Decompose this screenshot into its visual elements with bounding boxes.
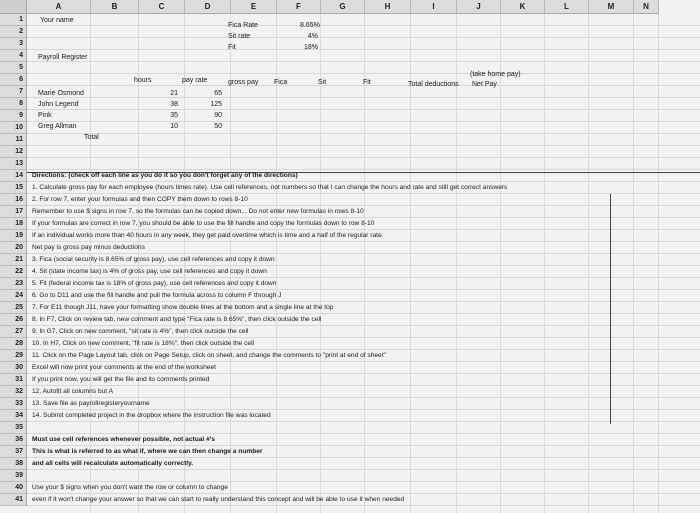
hours-header[interactable]: hours <box>134 77 152 84</box>
directions-line[interactable]: Must use cell references whenever possible, not actual #'s <box>32 436 215 443</box>
grid-row <box>27 98 700 110</box>
directions-line[interactable]: even if it won't change your answer so that we can start to really understand this concept and will be able to use it when needed <box>32 496 405 503</box>
row-header[interactable]: 5 <box>0 62 27 74</box>
row-header[interactable]: 2 <box>0 26 27 38</box>
directions-line[interactable]: This is what is referred to as what if, where we can then change a number <box>32 448 263 455</box>
column-header[interactable]: E <box>231 0 277 14</box>
directions-box-border <box>610 194 611 424</box>
row-header[interactable]: 12 <box>0 146 27 158</box>
sit-rate-label[interactable]: Sit rate <box>228 33 251 40</box>
fit-value[interactable]: 18% <box>303 44 318 51</box>
employee-rate[interactable]: 65 <box>214 90 222 97</box>
employee-hours[interactable]: 38 <box>170 101 178 108</box>
column-header[interactable]: N <box>634 0 659 14</box>
row-header[interactable]: 30 <box>0 362 27 374</box>
directions-line[interactable]: Use your $ signs when you don't want the row or column to change <box>32 484 228 491</box>
employee-name[interactable]: Marie Osmond <box>38 90 84 97</box>
row-header[interactable]: 23 <box>0 278 27 290</box>
grid-row <box>27 146 700 158</box>
employee-hours[interactable]: 10 <box>170 123 178 130</box>
fica-header[interactable]: Fica <box>274 79 288 86</box>
directions-line[interactable]: 3. Fica (social security is 8.65% of gross pay), use cell references and copy it down <box>32 256 275 263</box>
directions-line[interactable]: 4. Sit (state income tax) is 4% of gross pay, use cell references and copy it down <box>32 268 267 275</box>
row-header[interactable]: 10 <box>0 122 27 134</box>
column-header[interactable]: H <box>365 0 411 14</box>
row-header[interactable]: 20 <box>0 242 27 254</box>
directions-line[interactable]: Net pay is gross pay minus deductions <box>32 244 145 251</box>
net-pay-header[interactable]: Net Pay <box>472 81 497 88</box>
directions-line[interactable]: 8. In F7, Click on review tab, new comment and type "Fica rate is 8.65%", then click outside the cell <box>32 316 322 323</box>
grid-row <box>27 470 700 482</box>
row-header[interactable]: 18 <box>0 218 27 230</box>
row-header[interactable]: 8 <box>0 98 27 110</box>
directions-line[interactable]: and all cells will recalculate automatically correctly. <box>32 460 194 467</box>
directions-line[interactable]: Directions: (check off each line as you do it so you don't forget any of the directions) <box>32 172 298 179</box>
your-name-cell[interactable]: Your name <box>40 17 74 24</box>
row-header[interactable]: 16 <box>0 194 27 206</box>
directions-line[interactable]: 12. Autofit all columns but A <box>32 388 114 395</box>
column-header[interactable]: L <box>545 0 589 14</box>
row-header[interactable]: 37 <box>0 446 27 458</box>
employee-rate[interactable]: 90 <box>214 112 222 119</box>
directions-line[interactable]: 7. For E11 though J11, have your formatting show double lines at the bottom and a single line at the top <box>32 304 334 311</box>
row-header[interactable]: 22 <box>0 266 27 278</box>
directions-line[interactable]: 10. In H7, Click on new comment, "fit rate is 18%", then click outside the cell <box>32 340 255 347</box>
row-header[interactable]: 21 <box>0 254 27 266</box>
column-header[interactable]: B <box>91 0 139 14</box>
row-header[interactable]: 24 <box>0 290 27 302</box>
column-header[interactable]: K <box>501 0 545 14</box>
grid-row <box>27 38 700 50</box>
employee-name[interactable]: Pink <box>38 112 52 119</box>
row-header[interactable]: 11 <box>0 134 27 146</box>
row-header[interactable]: 19 <box>0 230 27 242</box>
row-header[interactable]: 28 <box>0 338 27 350</box>
grid-row <box>27 110 700 122</box>
directions-line[interactable]: 14. Submit completed project in the dropbox where the instruction file was located <box>32 412 271 419</box>
row-header[interactable]: 3 <box>0 38 27 50</box>
column-header[interactable]: M <box>589 0 634 14</box>
row-header[interactable]: 27 <box>0 326 27 338</box>
column-header[interactable]: D <box>185 0 231 14</box>
directions-line[interactable]: 5. Fit (federal income tax is 18% of gross pay), use cell references and copy it down <box>32 280 277 287</box>
row-header[interactable]: 34 <box>0 410 27 422</box>
row-header[interactable]: 1 <box>0 14 27 26</box>
row-header[interactable]: 35 <box>0 422 27 434</box>
row-header[interactable]: 9 <box>0 110 27 122</box>
column-header[interactable]: J <box>457 0 501 14</box>
fica-rate-label[interactable]: Fica Rate <box>228 22 258 29</box>
grid-row <box>27 62 700 74</box>
grid-row <box>27 386 700 398</box>
sit-header[interactable]: Sit <box>318 79 327 86</box>
column-header[interactable]: G <box>321 0 365 14</box>
column-header[interactable]: F <box>277 0 321 14</box>
row-header[interactable]: 13 <box>0 158 27 170</box>
directions-line[interactable]: 1. Calculate gross pay for each employee (hours times rate). Use cell references, not numbers so that I can change the hours and rate and still get correct answers <box>32 184 508 191</box>
directions-line[interactable]: If you print now, you will get the file and its comments printed <box>32 376 210 383</box>
row-header[interactable]: 33 <box>0 398 27 410</box>
grid-row <box>27 134 700 146</box>
directions-line[interactable]: 2. For row 7, enter your formulas and then COPY them down to rows 8-10 <box>32 196 248 203</box>
row-header[interactable]: 4 <box>0 50 27 62</box>
directions-line[interactable]: 13. Save file as payrollregisteryourname <box>32 400 150 407</box>
row-header[interactable]: 38 <box>0 458 27 470</box>
column-header[interactable]: I <box>411 0 457 14</box>
fit-label[interactable]: Fit <box>228 44 236 51</box>
row-header[interactable]: 39 <box>0 470 27 482</box>
row-header[interactable]: 17 <box>0 206 27 218</box>
directions-line[interactable]: 11. Click on the Page Layout tab, click on Page Setup, click on sheet, and change the comments to "print at end of sheet" <box>32 352 386 359</box>
total-deductions-header[interactable]: Total deductions <box>408 81 459 88</box>
employee-hours[interactable]: 35 <box>170 112 178 119</box>
sit-rate-value[interactable]: 4% <box>307 33 318 40</box>
column-header[interactable]: A <box>27 0 91 14</box>
directions-line[interactable]: Excel will now print your comments at the end of the worksheet <box>32 364 216 371</box>
employee-name[interactable]: John Legend <box>38 101 79 108</box>
row-header[interactable]: 40 <box>0 482 27 494</box>
row-header[interactable]: 7 <box>0 86 27 98</box>
grid-row <box>27 122 700 134</box>
employee-name[interactable]: Greg Allman <box>38 123 77 130</box>
directions-line[interactable]: 9. In G7, Click on new comment, "sit rate is 4%", then click outside the cell <box>32 328 249 335</box>
row-header[interactable]: 41 <box>0 494 27 506</box>
grid-row <box>27 26 700 38</box>
row-header[interactable]: 29 <box>0 350 27 362</box>
employee-hours[interactable]: 21 <box>170 90 178 97</box>
gross-pay-header[interactable]: gross pay <box>228 79 259 86</box>
employee-rate[interactable]: 50 <box>214 123 222 130</box>
employee-rate[interactable]: 125 <box>210 101 222 108</box>
row-header[interactable]: 6 <box>0 74 27 86</box>
payroll-register-title[interactable]: Payroll Register <box>38 54 88 61</box>
row-header[interactable]: 25 <box>0 302 27 314</box>
directions-line[interactable]: 6. Go to D11 and use the fill handle and pull the formula across to column F through J <box>32 292 282 299</box>
directions-line[interactable]: If an individual works more than 40 hours in any week, they get paid overtime which is time and a half of the regular rate. <box>32 232 384 239</box>
total-label[interactable]: Total <box>84 134 99 141</box>
row-header[interactable]: 26 <box>0 314 27 326</box>
directions-line[interactable]: Remember to use $ signs in row 7, so the formulas can be copied down... Do not enter new formulas in rows 8-10 <box>32 208 364 215</box>
column-header[interactable]: C <box>139 0 185 14</box>
grid-row <box>27 422 700 434</box>
row-header[interactable]: 15 <box>0 182 27 194</box>
fit-header[interactable]: Fit <box>363 79 371 86</box>
grid-row <box>27 50 700 62</box>
grid-row <box>27 14 700 26</box>
row-header[interactable]: 32 <box>0 386 27 398</box>
grid-row <box>27 158 700 170</box>
fica-rate-value[interactable]: 8.65% <box>300 22 320 29</box>
pay-rate-header[interactable]: pay rate <box>182 77 208 84</box>
row-header[interactable]: 31 <box>0 374 27 386</box>
select-all-corner[interactable] <box>0 0 27 14</box>
take-home-pay-header[interactable]: (take home pay) <box>470 71 521 78</box>
directions-line[interactable]: If your formulas are correct in row 7, you should be able to use the fill handle and copy the formulas down to row 8-10 <box>32 220 375 227</box>
row-header[interactable]: 36 <box>0 434 27 446</box>
row-header[interactable]: 14 <box>0 170 27 182</box>
